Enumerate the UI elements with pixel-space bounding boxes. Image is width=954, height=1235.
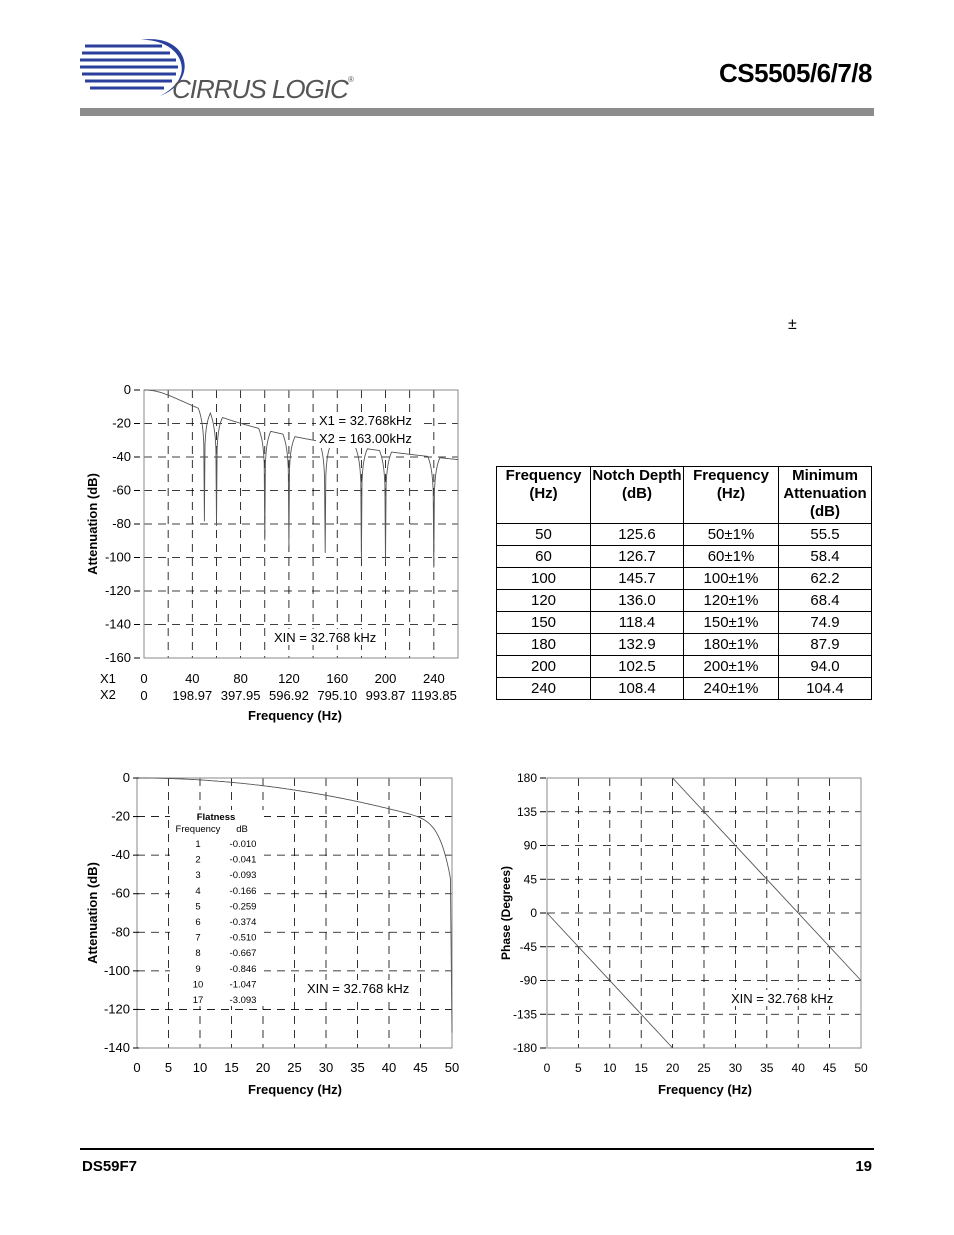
y-tick-label: 180 xyxy=(516,771,537,785)
y-tick-label: -140 xyxy=(104,616,131,632)
logo-text: CIRRUS LOGIC xyxy=(172,74,348,104)
y-tick-label: -60 xyxy=(111,885,130,901)
flatness-xlabel: Frequency (Hz) xyxy=(248,1082,342,1097)
x-tick-label: 20 xyxy=(665,1061,680,1075)
x-tick-label: 25 xyxy=(287,1060,302,1075)
y-tick-label: -120 xyxy=(103,1001,130,1017)
inset-db: -3.093 xyxy=(229,995,257,1006)
y-tick-label: -120 xyxy=(104,583,131,598)
annot-xin-notch: XIN = 32.768 kHz xyxy=(274,630,377,645)
annot-x2: X2 = 163.00kHz xyxy=(319,431,412,446)
x1-tick-label: 160 xyxy=(326,671,349,686)
y-tick-label: -90 xyxy=(519,973,537,988)
y-tick-label: -20 xyxy=(112,415,131,431)
notch-table-row xyxy=(497,634,872,656)
x-tick-label: 15 xyxy=(634,1061,648,1075)
x-tick-label: 10 xyxy=(603,1061,617,1075)
cell-min-attenuation: 104.4 xyxy=(779,678,872,700)
inset-freq: 7 xyxy=(195,932,201,944)
x-tick-label: 50 xyxy=(854,1061,868,1075)
x-tick-label: 45 xyxy=(822,1061,837,1075)
x2-tick-label: 397.95 xyxy=(220,688,261,703)
notch-table-header xyxy=(497,467,872,524)
inset-db: -0.010 xyxy=(229,839,257,850)
flatness-ylabel: Attenuation (dB) xyxy=(85,862,100,964)
x-tick-label: 5 xyxy=(575,1061,582,1075)
cell-min-attenuation: 87.9 xyxy=(779,634,872,656)
inset-col2: dB xyxy=(236,824,248,835)
cirrus-logic-logo xyxy=(80,36,370,106)
notch-table xyxy=(496,466,872,700)
x-tick-label: 35 xyxy=(350,1060,365,1075)
x1-tick-label: 240 xyxy=(422,671,445,686)
inset-freq: 4 xyxy=(195,885,201,897)
x-tick-label: 40 xyxy=(381,1060,397,1075)
x2-tick-label: 596.92 xyxy=(269,688,309,703)
inset-freq: 10 xyxy=(192,979,204,991)
cell-min-attenuation: 62.2 xyxy=(779,568,872,590)
y-tick-label: 0 xyxy=(122,770,130,785)
cell-notch-depth: 132.9 xyxy=(591,634,684,656)
inset-freq: 3 xyxy=(195,870,201,882)
y-tick-label: -40 xyxy=(112,449,131,464)
y-tick-label: -80 xyxy=(112,516,131,531)
x2-tick-label: 1193.85 xyxy=(410,688,457,703)
cell-frequency: 180 xyxy=(497,634,591,656)
th-frequency: Frequency (Hz) xyxy=(497,467,591,524)
x-tick-label: 0 xyxy=(543,1061,551,1075)
cell-frequency-tol: 100±1% xyxy=(684,568,779,590)
cell-frequency: 100 xyxy=(497,568,591,590)
inset-db: -0.166 xyxy=(229,885,257,897)
y-tick-label: -100 xyxy=(104,549,131,565)
cell-frequency-tol: 60±1% xyxy=(684,546,779,568)
notch-ylabel: Attenuation (dB) xyxy=(85,473,100,575)
x-tick-label: 10 xyxy=(192,1060,208,1075)
notch-table-row xyxy=(497,524,872,546)
cell-frequency: 120 xyxy=(497,590,591,612)
th-notch-depth: Notch Depth (dB) xyxy=(591,467,684,524)
y-tick-label: -60 xyxy=(112,482,131,498)
inset-db: -0.667 xyxy=(229,948,257,960)
x1-tick-label: 200 xyxy=(374,671,397,686)
inset-db: -0.093 xyxy=(229,870,257,882)
cell-notch-depth: 145.7 xyxy=(591,568,684,590)
cell-frequency: 60 xyxy=(497,546,591,568)
plus-minus-fragment: ± xyxy=(788,316,797,333)
cell-frequency-tol: 200±1% xyxy=(684,656,779,678)
y-tick-label: 135 xyxy=(516,804,537,819)
inset-freq: 8 xyxy=(195,948,201,960)
y-tick-label: 90 xyxy=(523,838,537,853)
flatness-chart xyxy=(80,766,480,1101)
cell-frequency-tol: 180±1% xyxy=(684,634,779,656)
x-tick-label: 20 xyxy=(255,1060,271,1075)
inset-db: -0.846 xyxy=(229,963,257,975)
doc-id: DS59F7 xyxy=(82,1158,138,1175)
notch-table-row xyxy=(497,612,872,634)
cell-min-attenuation: 55.5 xyxy=(779,524,872,546)
x1-tick-label: 80 xyxy=(233,671,248,686)
notch-table-row xyxy=(497,678,872,700)
x1-tick-label: 0 xyxy=(140,671,148,686)
cell-frequency-tol: 150±1% xyxy=(684,612,779,634)
part-number: CS5505/6/7/8 xyxy=(718,58,872,88)
cell-frequency: 150 xyxy=(497,612,591,634)
cell-frequency: 200 xyxy=(497,656,591,678)
phase-ylabel: Phase (Degrees) xyxy=(499,865,513,961)
x-tick-label: 35 xyxy=(760,1061,774,1075)
x2-tick-label: 0 xyxy=(140,688,148,703)
x-tick-label: 0 xyxy=(133,1060,141,1075)
x-tick-label: 15 xyxy=(224,1060,239,1075)
cell-min-attenuation: 58.4 xyxy=(779,546,872,568)
inset-db: -0.259 xyxy=(229,901,257,913)
x-tick-label: 30 xyxy=(728,1061,743,1075)
th-min-attenuation: Minimum Attenuation (dB) xyxy=(779,467,872,524)
phase-xlabel: Frequency (Hz) xyxy=(658,1082,752,1097)
inset-col1: Frequency xyxy=(175,824,221,835)
y-tick-label: -20 xyxy=(111,808,130,824)
inset-freq: 5 xyxy=(195,901,201,913)
inset-db: -0.374 xyxy=(229,917,257,928)
y-tick-label: -180 xyxy=(512,1041,537,1055)
cell-frequency-tol: 240±1% xyxy=(684,678,779,700)
x2-tick-label: 198.97 xyxy=(172,688,213,703)
cell-frequency-tol: 50±1% xyxy=(684,524,779,546)
y-tick-label: -100 xyxy=(103,962,130,978)
y-tick-label: 45 xyxy=(523,872,537,887)
cell-notch-depth: 125.6 xyxy=(591,524,684,546)
y-tick-label: -140 xyxy=(103,1040,130,1055)
x1-tick-label: 40 xyxy=(185,671,200,686)
notch-table-row xyxy=(497,546,872,568)
x-tick-label: 45 xyxy=(413,1060,428,1075)
th-frequency-2: Frequency (Hz) xyxy=(684,467,779,524)
cell-frequency-tol: 120±1% xyxy=(684,590,779,612)
cell-min-attenuation: 94.0 xyxy=(779,656,872,678)
inset-db: -0.510 xyxy=(229,932,257,944)
x-tick-label: 5 xyxy=(164,1060,173,1075)
x2-tick-label: 993.87 xyxy=(365,688,406,703)
phase-chart xyxy=(495,766,880,1101)
y-tick-label: 0 xyxy=(123,382,131,397)
notch-table-row xyxy=(497,656,872,678)
cell-notch-depth: 136.0 xyxy=(591,590,684,612)
x1-axis-label: X1 xyxy=(100,671,116,686)
cell-frequency: 240 xyxy=(497,678,591,700)
annot-xin-phase: XIN = 32.768 kHz xyxy=(731,991,834,1006)
notch-table-row xyxy=(497,590,872,612)
cell-frequency: 50 xyxy=(497,524,591,546)
logo-mark: ® xyxy=(348,75,354,84)
x2-axis-label: X2 xyxy=(100,687,116,702)
inset-db: -1.047 xyxy=(229,979,257,991)
x1-tick-label: 120 xyxy=(278,671,300,686)
cell-notch-depth: 118.4 xyxy=(591,612,684,634)
x-tick-label: 40 xyxy=(791,1061,805,1075)
y-tick-label: -45 xyxy=(519,939,537,954)
notch-response-chart xyxy=(80,380,470,725)
cell-notch-depth: 126.7 xyxy=(591,546,684,568)
header-rule xyxy=(80,108,874,116)
footer-rule xyxy=(80,1148,874,1150)
cell-notch-depth: 108.4 xyxy=(591,678,684,700)
x-tick-label: 25 xyxy=(697,1061,711,1075)
y-tick-label: 0 xyxy=(530,906,537,920)
cell-min-attenuation: 68.4 xyxy=(779,590,872,612)
cell-min-attenuation: 74.9 xyxy=(779,612,872,634)
y-tick-label: -80 xyxy=(111,924,130,940)
x-tick-label: 30 xyxy=(318,1060,334,1075)
x2-tick-label: 795.10 xyxy=(317,688,358,703)
inset-freq: 17 xyxy=(192,995,204,1006)
notch-xlabel: Frequency (Hz) xyxy=(248,708,342,723)
notch-table-row xyxy=(497,568,872,590)
annot-xin-flatness: XIN = 32.768 kHz xyxy=(307,981,410,996)
inset-freq: 2 xyxy=(195,854,201,866)
y-tick-label: -40 xyxy=(111,847,130,863)
y-tick-label: -160 xyxy=(104,650,131,665)
inset-freq: 1 xyxy=(195,839,201,850)
inset-freq: 9 xyxy=(195,963,201,975)
page-number: 19 xyxy=(855,1158,872,1175)
inset-db: -0.041 xyxy=(229,854,257,866)
x-tick-label: 50 xyxy=(444,1060,460,1075)
inset-title: Flatness xyxy=(196,812,236,823)
annot-x1: X1 = 32.768kHz xyxy=(319,413,412,428)
y-tick-label: -135 xyxy=(512,1007,537,1022)
cell-notch-depth: 102.5 xyxy=(591,656,684,678)
inset-freq: 6 xyxy=(195,917,201,928)
